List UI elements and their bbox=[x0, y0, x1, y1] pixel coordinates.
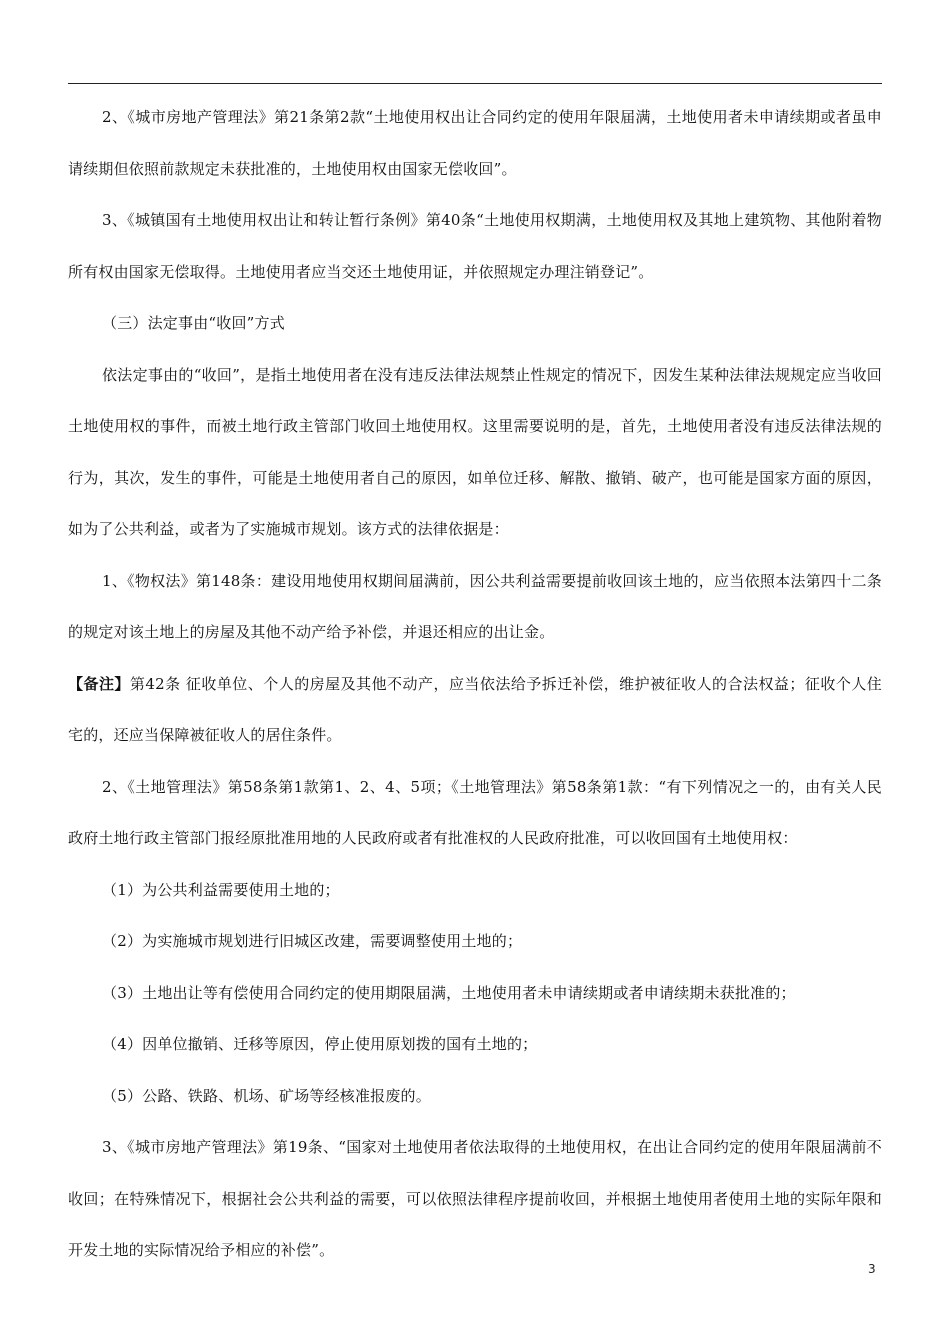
list-item: （5）公路、铁路、机场、矿场等经核准报废的。 bbox=[102, 1086, 431, 1105]
paragraph-statutory-recovery-definition: 依法定事由的“收回”，是指土地使用者在没有违反法律法规禁止性规定的情况下，因发生某种法律法规规定应当收回土地使用权的事件，而被土地行政主管部门收回土地使用权。这里需要说明的是，首先，土地使用者没有违反法律法规的行为，其次，发生的事件，可能是土地使用者自己的原因，如单位迁移、解散、撤销、破产，也可能是国家方面的原因，如为了公共利益，或者为了实施城市规划。该方式的法律依据是： bbox=[68, 365, 882, 538]
paragraph-urban-real-estate-law-art19: 3、《城市房地产管理法》第19条、“国家对土地使用者依法取得的土地使用权，在出让合同约定的使用年限届满前不收回；在特殊情况下，根据社会公共利益的需要，可以依照法律程序提前收回，并根据土地使用者使用土地的实际年限和开发土地的实际情况给予相应的补偿”。 bbox=[68, 1138, 882, 1259]
list-item: （1）为公共利益需要使用土地的； bbox=[102, 880, 340, 899]
paragraph-note-art42 bbox=[68, 659, 882, 762]
paragraph-urban-real-estate-law-art21: 2、《城市房地产管理法》第21条第2款“土地使用权出让合同约定的使用年限届满，土地使用者未申请续期或者虽申请续期但依照前款规定未获批准的，土地使用权由国家无偿收回”。 bbox=[68, 108, 882, 178]
document-body bbox=[68, 92, 882, 1277]
paragraph-property-law-art148: 1、《物权法》第148条：建设用地使用权期间届满前，因公共利益需要提前收回该土地的，应当依照本法第四十二条的规定对该土地上的房屋及其他不动产给予补偿，并退还相应的出让金。 bbox=[68, 571, 882, 641]
note-tag: 【备注】 bbox=[68, 674, 130, 693]
paragraph-land-admin-law-art58: 2、《土地管理法》第58条第1款第1、2、4、5项；《土地管理法》第58条第1款：“有下列情况之一的，由有关人民政府土地行政主管部门报经原批准用地的人民政府或者有批准权的人民政府批准，可以收回国有土地使用权： bbox=[68, 777, 882, 847]
paragraph-regulation-art40: 3、《城镇国有土地使用权出让和转让暂行条例》第40条“土地使用权期满，土地使用权及其地上建筑物、其他附着物所有权由国家无偿取得。土地使用者应当交还土地使用证，并依照规定办理注销登记”。 bbox=[68, 211, 882, 281]
section-heading-statutory-recovery: （三）法定事由“收回”方式 bbox=[102, 314, 285, 332]
list-item: （2）为实施城市规划进行旧城区改建，需要调整使用土地的； bbox=[102, 932, 523, 950]
header-rule bbox=[68, 83, 882, 84]
list-item: （3）土地出让等有偿使用合同约定的使用期限届满，土地使用者未申请续期或者申请续期未获批准的； bbox=[102, 983, 796, 1002]
page-number: 3 bbox=[868, 1262, 876, 1276]
list-item: （4）因单位撤销、迁移等原因，停止使用原划拨的国有土地的； bbox=[102, 1035, 538, 1053]
note-text: 第42条 征收单位、个人的房屋及其他不动产，应当依法给予拆迁补偿，维护被征收人的合法权益；征收个人住宅的，还应当保障被征收人的居住条件。 bbox=[68, 674, 882, 744]
